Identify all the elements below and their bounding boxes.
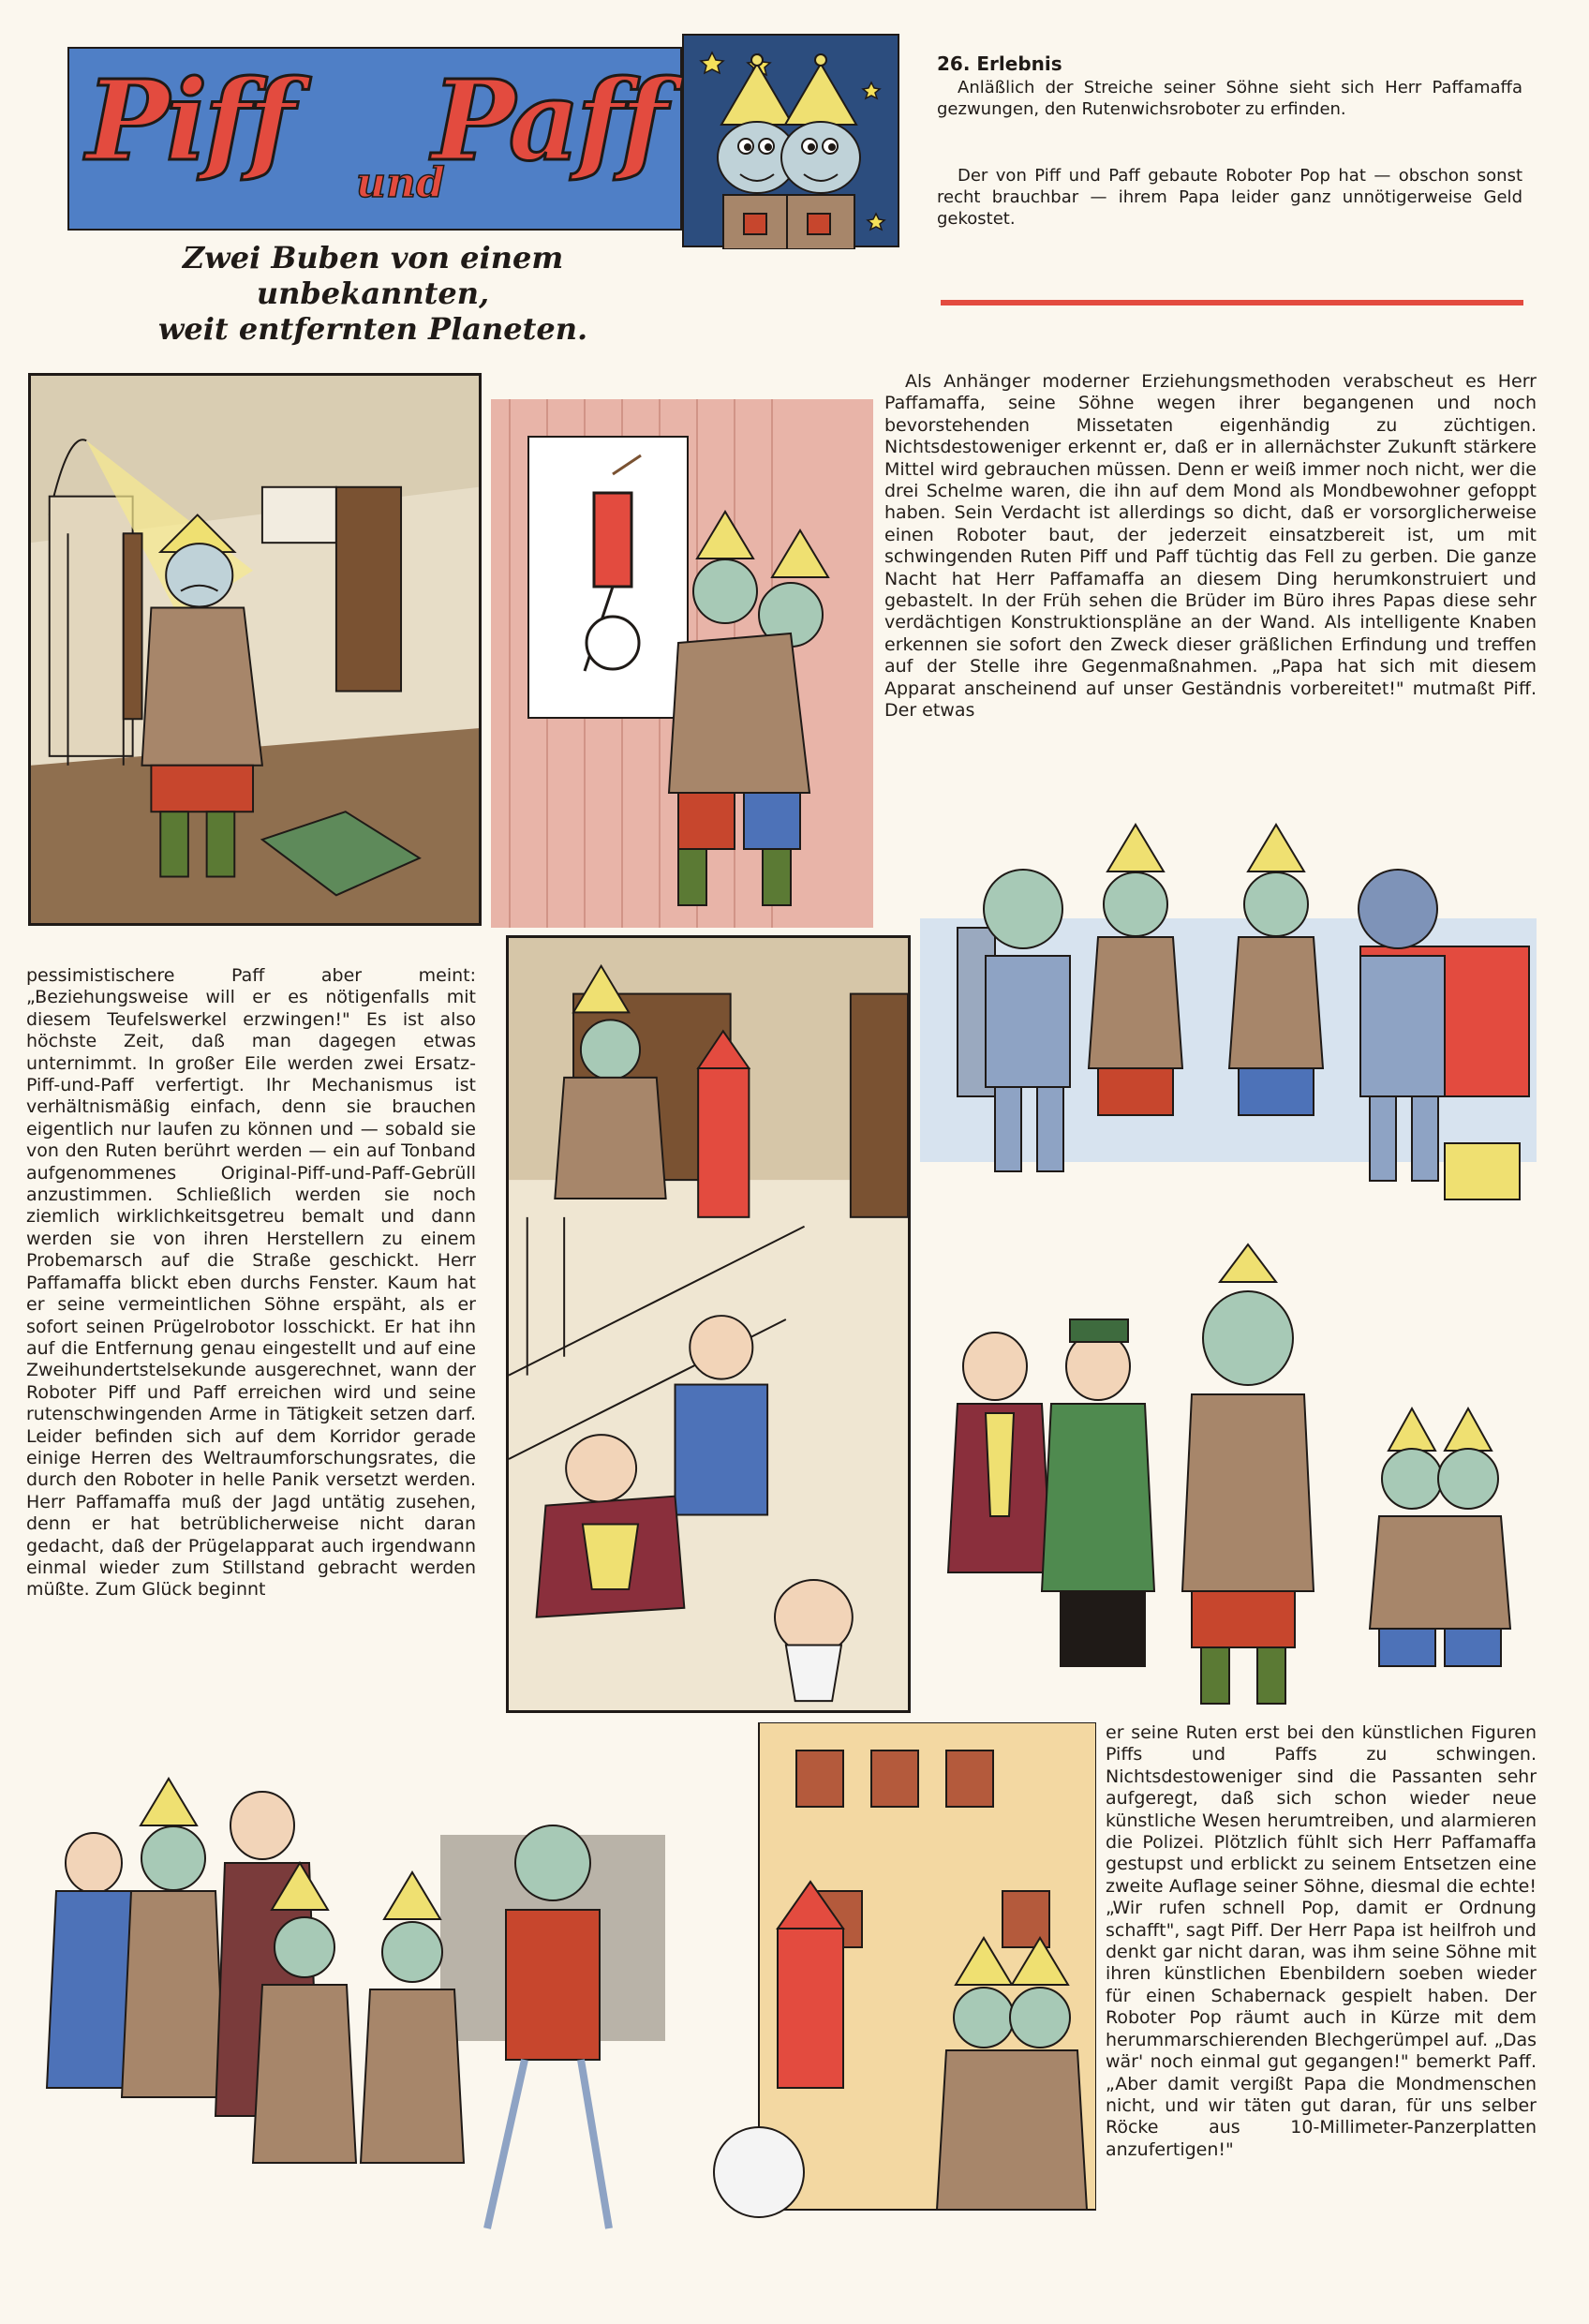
comic-panel-1: [28, 373, 482, 926]
header-divider: [941, 300, 1523, 305]
story-text-part-3: er seine Ruten erst bei den künstlichen Figuren Piffs und Paffs zu schwingen. Nichtsdestoweniger sind die Passanten sehr aufgeregt, daß sich schon wieder neue künstliche Wesen herumtreiben, und alarmieren die Polizei. Plötzlich fühlt sich Herr Paffamaffa gestupst und erblickt zu seinem Entsetzen eine zweite Auflage seiner Söhne, diesmal die echte! „Wir rufen schnell Pop, damit er Ordnung schafft", sagt Piff. Der Herr Papa ist heilfroh und denkt gar nicht daran, was ihm seine Söhne mit ihren künstlichen Ebenbildern soeben wieder für einen Schabernack gespielt haben. Der Roboter Pop räumt auch in Kürze mit dem herummarschierenden Blechgerümpel auf. „Das wär' noch einmal gut gegangen!" bemerkt Paff. „Aber damit vergißt Papa die Mondmenschen nicht, und wir täten gut daran, für uns selber Röcke aus 10-Millimeter-Panzerplatten anzufertigen!": [1106, 1722, 1537, 2160]
panel-1-art: [31, 376, 479, 923]
twins-portrait: [684, 36, 901, 249]
panel-3-art: [509, 938, 908, 1710]
panel-4-art: [920, 806, 1537, 1226]
panel-2-art: [491, 399, 873, 928]
logo-illustration-twins: [682, 34, 899, 247]
panel-6-art: [28, 1722, 1096, 2296]
logo-piff: Piff: [86, 55, 292, 186]
comic-logo: [67, 47, 682, 231]
comic-panel-4: [920, 806, 1537, 1226]
logo-paff: Paff: [432, 55, 664, 186]
story-text-part-1: Als Anhänger moderner Erziehungsmethoden verabscheut es Herr Paffamaffa, seine Söhne wegen ihrer begangenen und noch bevorstehenden Missetaten eigenhändig zu züchtigen. Nichtsdestoweniger erkennt er, daß er in allernächster Zukunft stärkere Mittel wird gebrauchen müssen. Denn er weiß immer noch nicht, wer die drei Schelme waren, die ihn auf dem Mond als Mondbewohner gefoppt haben. Sein Verdacht ist allerdings so dicht, daß er vorsorglicherweise einen Roboter baut, der jederzeit einsatzbereit ist, um mit schwingenden Ruten Piff und Paff tüchtig das Fell zu gerben. Die ganze Nacht hat Herr Paffamaffa an diesem Ding herumkonstruiert und gebastelt. In der Früh sehen die Brüder im Büro ihres Papas diese sehr verdächtigen Konstruktionspläne an der Wand. Als intelligente Knaben erkennen sie sofort den Zweck dieser gräßlichen Erfindung und treffen auf der Stelle ihre Gegenmaßnahmen. „Papa hat sich mit diesem Apparat anscheinend auf unser Geständnis vorbereitet!" mutmaßt Piff. Der etwas: [884, 371, 1537, 722]
intro-paragraph-1: Anläßlich der Streiche seiner Söhne sieht sich Herr Paffamaffa gezwungen, den Rutenwichsroboter zu erfinden.: [937, 78, 1522, 119]
intro-paragraph-2: Der von Piff und Paff gebaute Roboter Pop hat — obschon sonst recht brauchbar — ihrem Papa leider ganz unnötigerweise Geld gekostet.: [937, 166, 1522, 229]
tagline-line-1: Zwei Buben von einem unbekannten,: [182, 240, 564, 311]
tagline-line-2: weit entfernten Planeten.: [157, 311, 588, 347]
comic-panel-2: [491, 399, 873, 928]
comic-panel-6: [28, 1722, 1096, 2296]
story-text-part-2: pessimistischere Paff aber meint: „Beziehungsweise will er es nötigenfalls mit diesem Teufelswerkel erzwingen!" Es ist also höchste Zeit, daß man dagegen etwas unternimmt. In großer Eile werden zwei Ersatz-Piff-und-Paff verfertigt. Ihr Mechanismus ist verhältnismäßig einfach, denn sie brauchen eigentlich nur laufen zu können und — sobald sie von den Ruten berührt werden — ein auf Tonband aufgenommenes Original-Piff-und-Paff-Gebrüll anzustimmen. Schließlich werden sie noch ziemlich wirklichkeitsgetreu bemalt und dann werden sie von ihren Herstellern zu einem Probemarsch auf die Straße geschickt. Herr Paffamaffa blickt eben durchs Fenster. Kaum hat er seine vermeintlichen Söhne erspäht, als er sofort seinen Prügelrobotor losschickt. Er hat ihn auf die Entfernung genau eingestellt und auf eine Zweihundertstelsekunde ausgerechnet, wann der Roboter Piff und Paff erreichen wird und seine rutenschwingenden Arme in Tätigkeit setzen darf. Leider befinden sich auf dem Korridor gerade einige Herren des Weltraumforschungsrates, die durch den Roboter in helle Panik versetzt werden. Herr Paffamaffa muß der Jagd untätig zusehen, denn er hat betrüblicherweise nicht daran gedacht, daß der Prügelapparat auch irgendwann einmal wieder zum Stillstand gebracht werden müßte. Zum Glück beginnt: [26, 965, 476, 1601]
comic-panel-3: [506, 935, 911, 1713]
episode-title: 26. Erlebnis: [937, 52, 1062, 75]
tagline: [73, 240, 673, 347]
panel-5-art: [920, 1235, 1537, 1713]
logo-und: und: [356, 159, 445, 207]
comic-panel-5: [920, 1235, 1537, 1713]
